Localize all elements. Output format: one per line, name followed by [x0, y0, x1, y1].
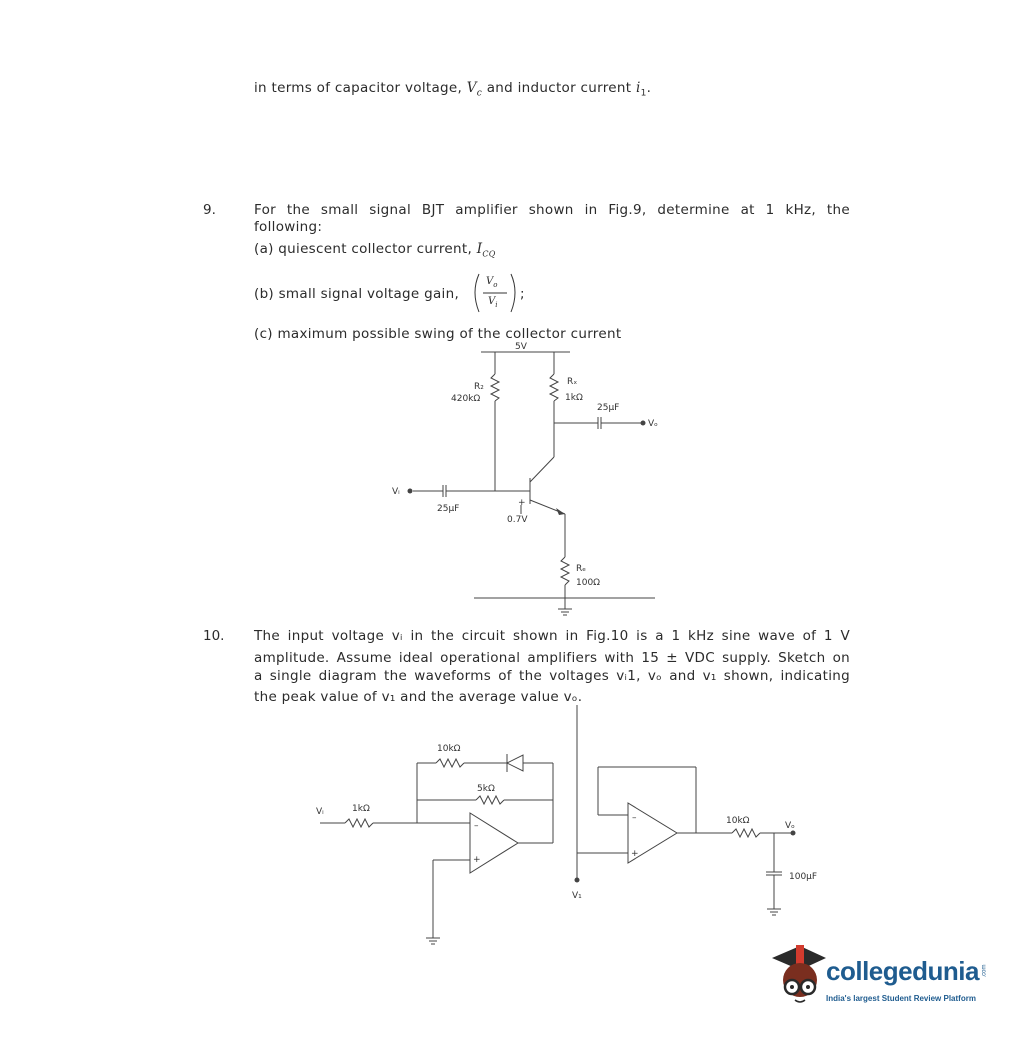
- gain-denominator: $V_i$: [488, 296, 498, 309]
- v1-label: V₁: [572, 891, 582, 901]
- question-9-part-b: (b) small signal voltage gain,: [254, 286, 460, 302]
- question-10-number: 10.: [203, 628, 225, 644]
- question-9-line1: For the small signal BJT amplifier shown in Fig.9, determine at 1 kHz, the: [254, 202, 850, 218]
- vo-label: Vₒ: [785, 821, 795, 831]
- re-value: 100Ω: [576, 578, 601, 588]
- re-name: Rₑ: [576, 564, 587, 574]
- r-top-value: 10kΩ: [437, 744, 461, 754]
- part-b-end: ;: [520, 286, 525, 302]
- opamp2-minus: –: [632, 813, 637, 823]
- opamp1-plus: +: [473, 855, 481, 865]
- question-9-part-c: (c) maximum possible swing of the collector current: [254, 326, 622, 342]
- logo-wordmark: collegedunia: [826, 956, 979, 986]
- part-a-text: (a) quiescent collector current,: [254, 241, 473, 257]
- gain-numerator: $V_o$: [486, 276, 498, 289]
- r-mid-value: 5kΩ: [477, 784, 495, 794]
- inductor-current-subscript: 1: [640, 88, 647, 99]
- vo-label: Vₒ: [648, 419, 658, 429]
- icq-symbol: I: [476, 241, 483, 257]
- r-out-value: 10kΩ: [726, 816, 750, 826]
- cout-value: 25μF: [597, 403, 620, 413]
- capacitor-voltage-symbol: V: [466, 80, 477, 96]
- vi-label: Vᵢ: [392, 487, 400, 497]
- rb-value: 420kΩ: [451, 394, 481, 404]
- logo-tagline: India's largest Student Review Platform: [826, 994, 976, 1003]
- inductor-current-symbol: i: [635, 80, 641, 96]
- rc-name: Rₓ: [567, 377, 578, 387]
- supply-label: 5V: [515, 342, 527, 352]
- question-9-number: 9.: [203, 202, 216, 218]
- opamp2-plus: +: [631, 849, 639, 859]
- question-10-line3: a single diagram the waveforms of the voltages vᵢ1, vₒ and v₁ shown, indicating: [254, 668, 850, 684]
- r-in-value: 1kΩ: [352, 804, 370, 814]
- icq-subscript: CQ: [482, 249, 496, 259]
- capacitor-voltage-subscript: c: [476, 88, 483, 99]
- vi-label: Vᵢ: [316, 807, 324, 817]
- question-10-line1: The input voltage vᵢ in the circuit shown in Fig.10 is a 1 kHz sine wave of 1 V: [254, 628, 850, 644]
- vbe-value: 0.7V: [507, 515, 528, 525]
- opamp1-minus: –: [474, 821, 479, 831]
- rb-name: R₂: [474, 382, 484, 392]
- top-line-middle: and inductor current: [486, 80, 632, 96]
- question-10-line4: the peak value of v₁ and the average value vₒ.: [254, 689, 583, 705]
- cap-value: 100μF: [789, 872, 818, 882]
- question-9-line2: following:: [254, 219, 323, 235]
- top-line-prefix: in terms of capacitor voltage,: [254, 80, 463, 96]
- vbe-plus: +: [518, 498, 526, 508]
- cin-value: 25μF: [437, 504, 460, 514]
- top-line-suffix: .: [646, 80, 652, 96]
- logo-com: .com: [981, 964, 988, 978]
- question-10-line2: amplitude. Assume ideal operational amplifiers with 15 ± VDC supply. Sketch on: [254, 650, 850, 666]
- rc-value: 1kΩ: [565, 393, 583, 403]
